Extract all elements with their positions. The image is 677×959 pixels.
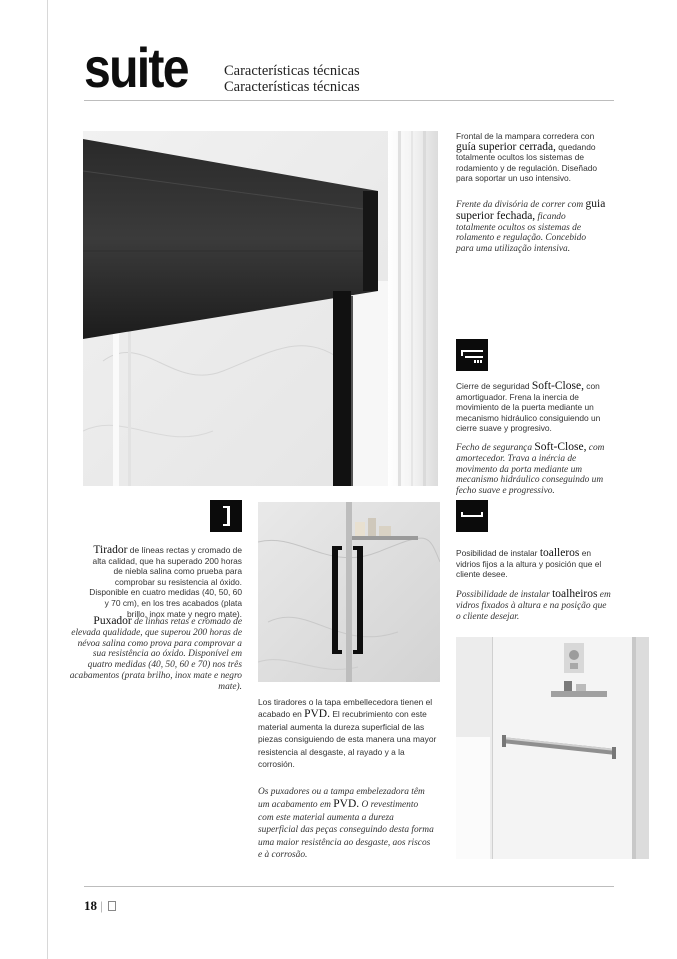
- pvd-highlight-pt: PVD.: [333, 798, 360, 811]
- softclose-highlight-pt: Soft-Close,: [534, 441, 587, 453]
- towel-text-es: Posibilidad de instalar toalleros en vidrios fijos a la altura y posición que el cliente desee.: [456, 547, 602, 580]
- towel-text-pt: Possibilidade de instalar toalheiros em vidros fixados à altura e na posição que o cliente desejar.: [456, 588, 611, 622]
- pvd-text-es: Los tiradores o la tapa embellecedora tienen el acabado en PVD. El recubrimiento con este material aumenta la dureza superficial de las piezas consiguiendo de esta manera una mayor resistencia al desgaste, al rayado y a la corrosión.: [258, 697, 437, 770]
- soft-close-icon: [456, 339, 488, 371]
- handle-text-es: Tirador de líneas rectas y cromado de alta calidad, que ha superado 200 horas de niebla salina como prueba para comprobar su resistencia al óxido. Disponible en cuatro medidas (40, 50, 60 y 70 cm), en los tres acabados (plata brillo, inox mate y negro mate).: [89, 544, 242, 619]
- softclose-text-pt: Fecho de segurança Soft-Close, com amortecedor. Trava a inércia de movimento da porta mediante um mecanismo hidráulico conseguindo um fecho suave e progressivo.: [456, 441, 605, 497]
- photo-top-guide: [83, 131, 438, 486]
- guide-highlight-es: guía superior cerrada,: [456, 140, 556, 153]
- handle-text-pt: Puxador de linhas retas e cromado de elevada qualidade, que superou 200 horas de névoa salina como prova para comprovar a sua resistência ao óxido. Disponível em quatro medidas (40, 50, 60 e 70) nos três acabamentos (prata brilho, inox mate e negro mate).: [69, 615, 242, 692]
- guide-highlight-pt: guia superior fechada,: [456, 198, 606, 222]
- page-number: 18 |: [84, 898, 103, 913]
- brand-title: suite: [84, 36, 188, 99]
- guide-text-es: Frontal de la mampara corredera con guía superior cerrada, quedando totalmente ocultos los sistemas de rodamiento y de regulación. Diseñado para soportar un uso intensivo.: [456, 131, 598, 184]
- page-marker-icon: [108, 901, 116, 911]
- towel-rail-icon: [456, 500, 488, 532]
- handle-highlight-es: Tirador: [93, 544, 128, 556]
- header-rule: [84, 100, 614, 101]
- pvd-text-pt: Os puxadores ou a tampa embelezadora têm um acabamento em PVD. O revestimento com este material aumenta a dureza superficial das peças conseguindo desta forma uma maior resistência ao desgaste, aos riscos e à corrosão.: [258, 787, 434, 861]
- pvd-highlight-es: PVD.: [304, 708, 330, 721]
- subtitle-pt: Características técnicas: [224, 79, 360, 95]
- softclose-highlight-es: Soft-Close,: [531, 380, 584, 392]
- page-margin-line: [47, 0, 48, 959]
- footer-rule: [84, 886, 614, 887]
- photo-towel-rail: [456, 637, 649, 859]
- towel-highlight-pt: toalheiros: [552, 588, 598, 600]
- subtitle-es: Características técnicas: [224, 63, 360, 79]
- handle-icon: [210, 500, 242, 532]
- handle-highlight-pt: Puxador: [93, 615, 132, 627]
- towel-highlight-es: toalleros: [539, 547, 580, 559]
- photo-handles: [258, 502, 440, 682]
- softclose-text-es: Cierre de seguridad Soft-Close, con amortiguador. Frena la inercia de movimiento de la puerta mediante un mecanismo hidráulico consiguiendo un cierre suave y progresivo.: [456, 380, 601, 434]
- guide-text-pt: Frente da divisória de correr com guia superior fechada, ficando totalmente ocultos os sistemas de rolamento e regulação. Concebido para uma utilização intensiva.: [456, 198, 606, 255]
